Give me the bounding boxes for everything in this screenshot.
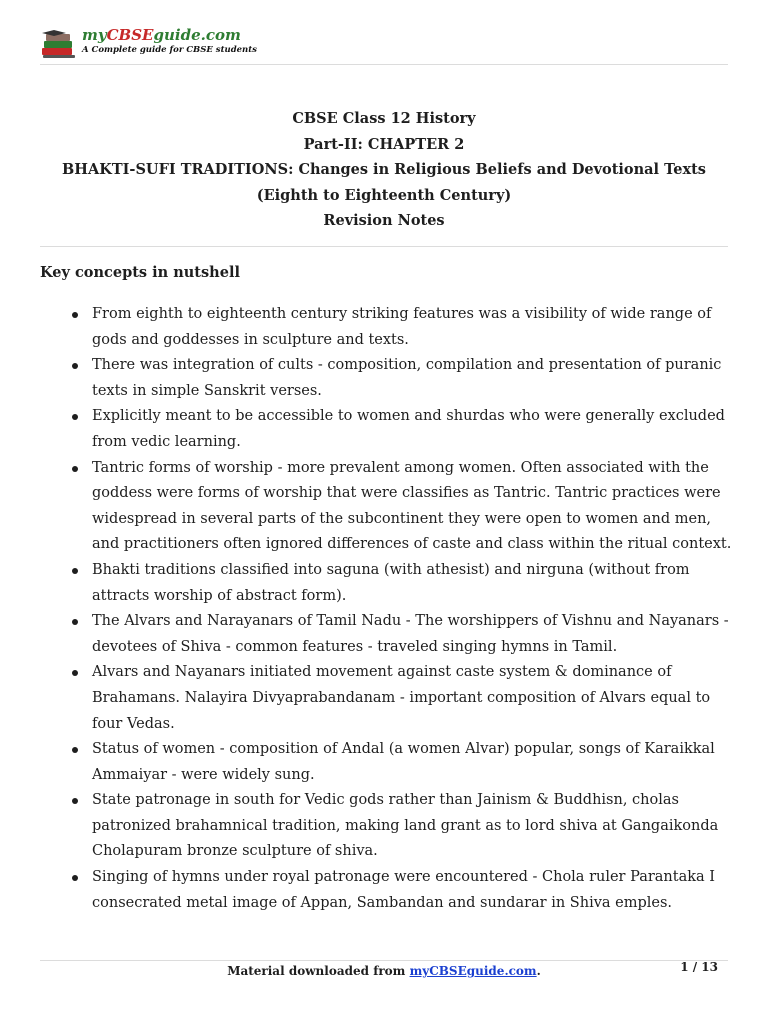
list-item: Singing of hymns under royal patronage were encountered - Chola ruler Parantaka I consecrated metal image of Appan, Sambandan and sundarar in Shiva emples. [40,865,740,916]
bullet-icon [72,798,78,804]
section-heading: Key concepts in nutshell [40,264,240,281]
footer-divider [40,960,728,961]
bullet-icon [72,312,78,318]
page-number: 1 / 13 [680,960,718,974]
title-part: Part-II: CHAPTER 2 [303,135,465,153]
footer-site-link[interactable]: myCBSEguide.com [409,964,537,978]
title-chapter: BHAKTI-SUFI TRADITIONS: Changes in Religious Beliefs and Devotional Texts [62,161,706,179]
bullet-icon [72,363,78,369]
list-item: Bhakti traditions classified into saguna (with athesist) and nirguna (without from attracts worship of abstract form). [40,558,740,609]
bullet-icon [72,875,78,881]
document-title-block [40,106,728,234]
list-item: Alvars and Nayanars initiated movement against caste system & dominance of Brahamans. Nalayira Divyaprabandanam - important composition of Alvars equal to four Vedas. [40,660,740,737]
books-icon [40,28,78,60]
bullet-icon [72,568,78,574]
list-item: From eighth to eighteenth century striking features was a visibility of wide range of gods and goddesses in sculpture and texts. [40,302,740,353]
bullet-icon [72,466,78,472]
bullet-icon [72,619,78,625]
list-item: There was integration of cults - composition, compilation and presentation of puranic texts in simple Sanskrit verses. [40,353,740,404]
title-class: CBSE Class 12 History [292,110,476,127]
list-item: Tantric forms of worship - more prevalent among women. Often associated with the goddess were forms of worship that were classifies as Tantric. Tantric practices were widespread in several parts of the subcontinent they were open to women and men, and practitioners often ignored differences of caste and class within the ritual context. [40,456,740,558]
bullet-icon [72,414,78,420]
list-item: The Alvars and Narayanars of Tamil Nadu - The worshippers of Vishnu and Nayanars - devotees of Shiva - common features - traveled singing hymns in Tamil. [40,609,740,660]
bullet-icon [72,670,78,676]
list-item: Explicitly meant to be accessible to women and shurdas who were generally excluded from vedic learning. [40,404,740,455]
title-divider [40,246,728,247]
list-item: Status of women - composition of Andal (a women Alvar) popular, songs of Karaikkal Ammaiyar - were widely sung. [40,737,740,788]
logo-tagline: A Complete guide for CBSE students [82,45,257,55]
logo-title: myCBSEguide.com [82,26,241,44]
footer-attribution: Material downloaded from myCBSEguide.com. [227,964,541,978]
title-notes: Revision Notes [323,212,445,230]
header-divider [40,64,728,65]
bullet-icon [72,747,78,753]
concept-list [40,302,740,916]
title-period: (Eighth to Eighteenth Century) [256,186,512,204]
list-item: State patronage in south for Vedic gods rather than Jainism & Buddhisn, cholas patronized brahamnical tradition, making land grant as to lord shiva at Gangaikonda Cholapuram bronze sculpture of shiva. [40,788,740,865]
site-logo[interactable] [40,26,257,62]
